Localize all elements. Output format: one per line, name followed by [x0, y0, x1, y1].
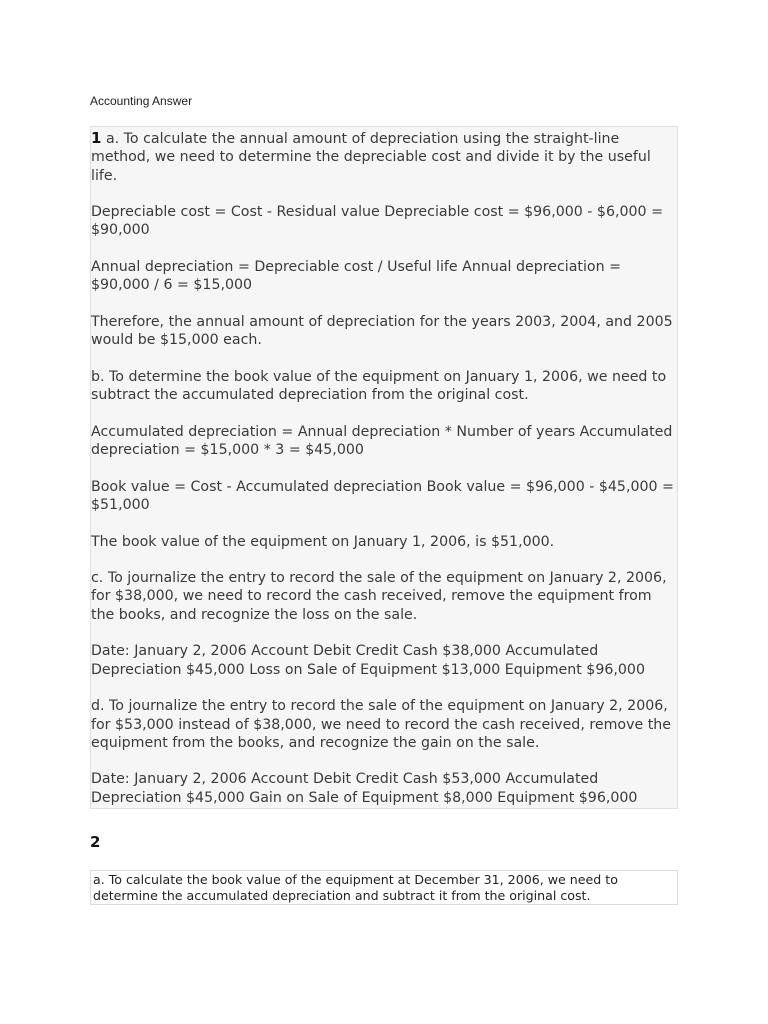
answer-paragraph: Accumulated depreciation = Annual depreciation * Number of years Accumulated depreciation = $15,000 * 3 = $45,000 [91, 423, 673, 459]
answer-paragraph: c. To journalize the entry to record the sale of the equipment on January 2, 2006, for $38,000, we need to record the cash received, remove the equipment from the books, and recognize the loss on the sale. [91, 570, 667, 623]
document-title: Accounting Answer [90, 94, 193, 108]
answer-paragraph: d. To journalize the entry to record the sale of the equipment on January 2, 2006, for $53,000 instead of $38,000, we need to record the cash received, remove the equipment from the books, and recognize the gain on the sale. [91, 698, 672, 751]
answer-paragraph: Date: January 2, 2006 Account Debit Credit Cash $53,000 Accumulated Depreciation $45,000 Gain on Sale of Equipment $8,000 Equipment $96,000 [91, 771, 638, 806]
answer-paragraph [91, 129, 677, 185]
answer-block-2 [90, 870, 678, 905]
answer-paragraph: a. To calculate the book value of the equipment at December 31, 2006, we need to determine the accumulated depreciation and subtract it from the original cost. [93, 872, 618, 903]
answer-paragraph: The book value of the equipment on January 1, 2006, is $51,000. [91, 533, 555, 550]
answer-text: a. To calculate the annual amount of depreciation using the straight-line method, we need to determine the depreciable cost and divide it by the useful life. [91, 131, 651, 184]
answer-paragraph: Therefore, the annual amount of depreciation for the years 2003, 2004, and 2005 would be $15,000 each. [91, 313, 673, 349]
answer-paragraph: b. To determine the book value of the equipment on January 1, 2006, we need to subtract the accumulated depreciation from the original cost. [91, 368, 667, 404]
answer-paragraph: Book value = Cost - Accumulated depreciation Book value = $96,000 - $45,000 = $51,000 [91, 478, 674, 513]
question-number-1: 1 [91, 129, 102, 147]
answer-block-1 [90, 126, 678, 809]
answer-paragraph: Date: January 2, 2006 Account Debit Credit Cash $38,000 Accumulated Depreciation $45,000 Loss on Sale of Equipment $13,000 Equipment $96,000 [91, 643, 645, 678]
answer-paragraph: Depreciable cost = Cost - Residual value Depreciable cost = $96,000 - $6,000 = $90,000 [91, 204, 663, 239]
question-number-2: 2 [90, 833, 101, 851]
answer-paragraph: Annual depreciation = Depreciable cost / Useful life Annual depreciation = $90,000 / 6 = $15,000 [91, 259, 621, 294]
